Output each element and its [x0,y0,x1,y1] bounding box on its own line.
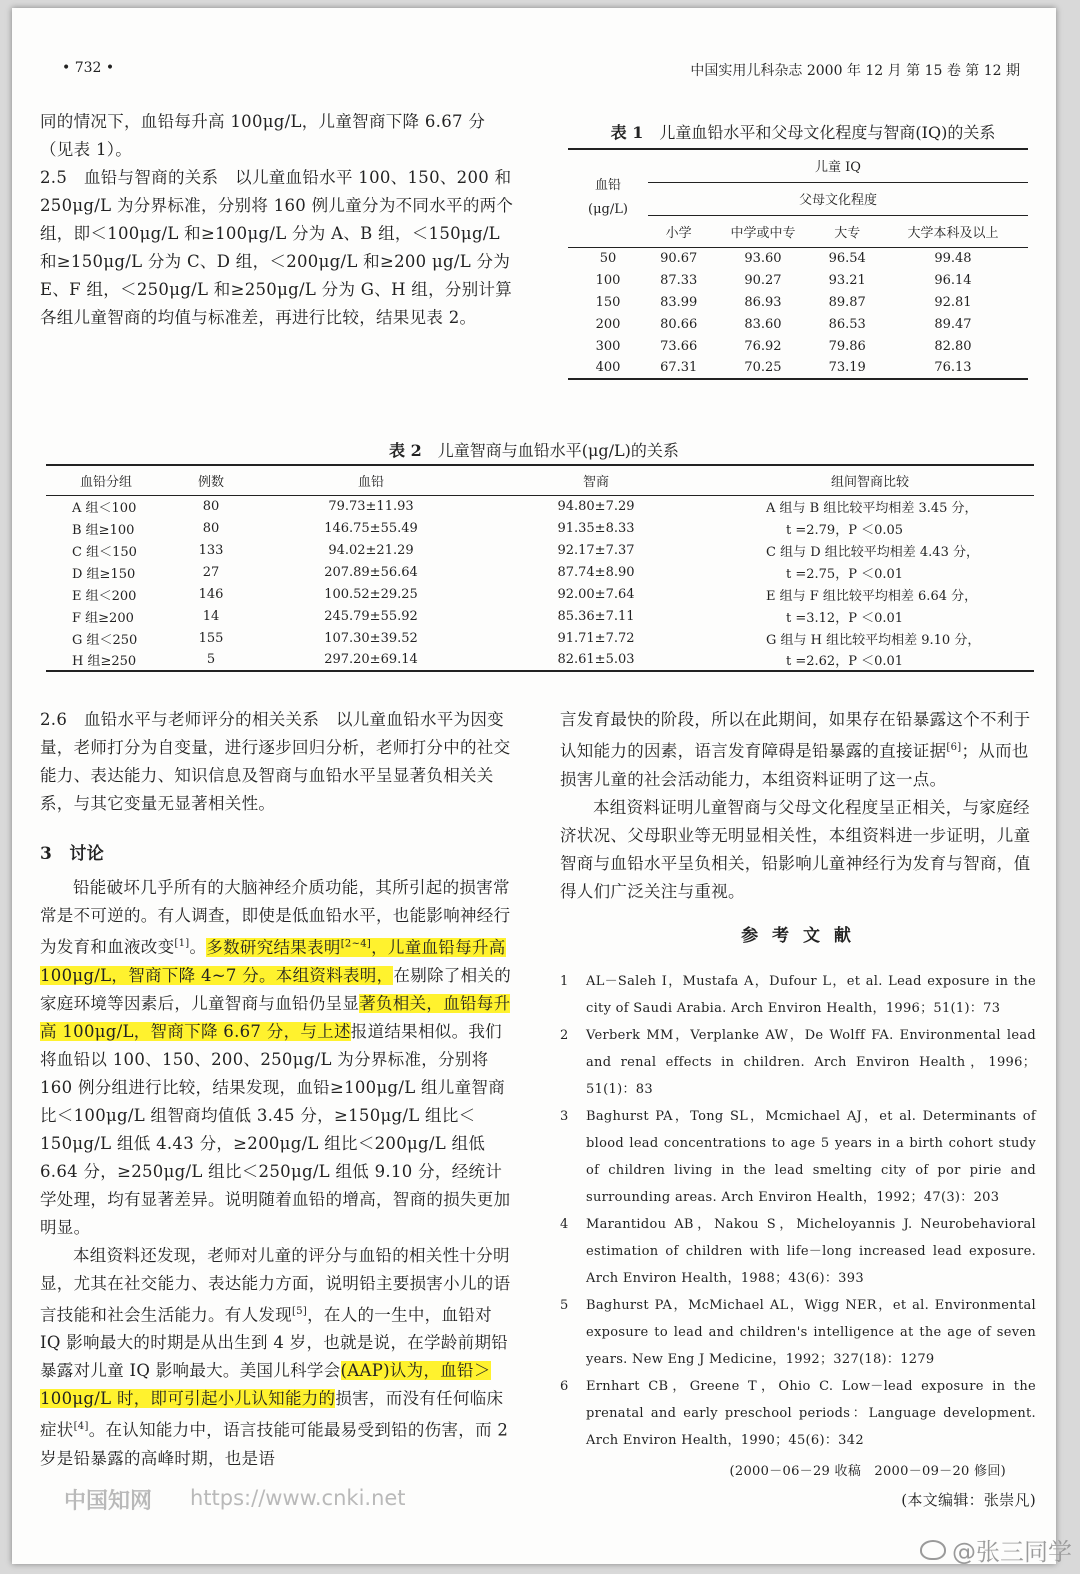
table1-cell: 87.33 [660,272,698,288]
table1-cell: 96.54 [828,250,866,266]
table2-comparison: E 组与 F 组比较平均相差 6.64 分， [766,588,978,604]
reference-text: Marantidou AB，Nakou S，Micheloyannis J. Neurobehavioral estimation of children with life－long increased lead exposure. Arch Environ Health，1988；43(6)：393 [586,1216,1036,1286]
table2-title: 儿童智商与血铅水平(μg/L)的关系 [437,441,679,460]
table2-cell: 87.74±8.90 [557,564,635,580]
table2-col-header: 血铅分组 [79,474,132,490]
table1-row [568,357,1028,379]
table2-cell: 27 [202,564,220,580]
journal-header: 中国实用儿科杂志 2000 年 12 月 第 15 卷 第 12 期 [690,63,1020,79]
table1-cell: 89.47 [934,316,972,332]
table1-cell: 150 [595,294,621,310]
reference-text: Verberk MM，Verplanke AW，De Wolff FA. Environmental lead and renal effects in children. Arch Environ Health，1996；51(1)：83 [586,1027,1036,1097]
table1-cell: 73.19 [828,360,866,375]
table2 [46,464,1034,672]
table1-col-header: 中学或中专 [730,225,796,241]
table1-col-header: 大专 [834,225,861,241]
editor-note: (本文编辑：张崇凡) [901,1490,1036,1509]
table2-row [46,561,1034,583]
section-2-5: 2.5 血铅与智商的关系 以儿童血铅水平 100、150、200 和 250μg/L 为分界标准，分别将 160 例儿童分为不同水平的两个组，即＜100μg/L 和≥100μg/L 分为 A、B 组，＜150μg/L 和≥150μg/L 分为 C、D 组，＜200μg/L 和≥200 μg/L 分为 E、F 组，＜250μg/L 和≥250μg/L 分为 G、H 组，分别计算各组儿童智商的均值与标准差，再进行比较，结果见表 2。 [40,168,514,327]
table1-cell: 73.66 [660,338,698,354]
reference-number: 2 [560,1027,569,1043]
table2-cell: 107.30±39.52 [324,630,418,646]
table1-row [568,313,1028,335]
reference-text: AL－Saleh I，Mustafa A，Dufour L，et al. Lead exposure in the city of Saudi Arabia. Arch Environ Health，1996；51(1)：73 [586,973,1036,1016]
table1-cell: 90.67 [660,250,698,266]
table1-cell: 76.92 [744,338,782,354]
table1-cell: 86.93 [744,294,782,310]
highlight: (AAP)认为，血铅＞100μg/L 时，即可引起小儿认知能力的 [40,1361,491,1408]
table1-cell: 93.21 [828,272,866,288]
table2-cell: 82.61±5.03 [557,652,635,667]
table1-cell: 70.25 [744,360,782,375]
table2-cell: 146.75±55.49 [324,520,418,536]
discussion-paragraph-3: 言发育最快的阶段，所以在此期间，如果存在铅暴露这个不利于认知能力的因素，语言发育障碍是铅暴露的直接证据[6]；从而也损害儿童的社会活动能力，本组资料证明了这一点。 [560,710,1031,789]
table1-cell: 90.27 [744,272,782,288]
table2-cell: 80 [202,498,220,514]
table2-comparison: t =2.62，P ＜0.01 [786,654,904,669]
reference-number: 4 [560,1216,569,1232]
table1-cell: 82.80 [934,338,972,354]
right-bottom-text [560,706,1036,1514]
table1-cell: 96.14 [934,272,972,288]
table2-row [46,627,1034,649]
table2-col-header: 智商 [582,474,609,490]
table2-caption [12,438,1056,461]
section-3-heading: 3 讨论 [40,844,105,864]
references-list [560,968,1036,1454]
table2-cell: B 组≥100 [72,522,135,538]
table2-cell: 79.73±11.93 [328,498,414,514]
table2-cell: 85.36±7.11 [557,608,635,624]
table1-row [568,335,1028,357]
table2-label: 表 2 [389,441,422,460]
highlight: 多数研究结果表明[2~4]，儿童血铅每升高 100μg/L，智商下降 4~7 分。本组资料表明， [40,937,506,985]
table2-cell: F 组≥200 [72,610,134,626]
table2-comparison: t =3.12，P ＜0.01 [786,610,904,626]
table1-col-header: 小学 [665,225,692,241]
left-top-text [40,108,516,332]
table2-col-header: 血铅 [357,474,384,490]
table1-group: 儿童 IQ [648,149,1028,182]
table2-cell: 146 [198,586,224,602]
table2-cell: 92.17±7.37 [557,542,635,558]
received-date: (2000－06－29 收稿 2000－09－20 修回) [729,1463,1006,1479]
table1-rowhead: 血铅 (μg/L) [588,178,628,218]
reference-item [560,1373,1036,1454]
table1-col-header: 大学本科及以上 [907,225,999,241]
table1-caption [568,120,1038,143]
section-2-6: 2.6 血铅水平与老师评分的相关关系 以儿童血铅水平为因变量，老师打分为自变量，进行逐步回归分析，老师打分中的社交能力、表达能力、知识信息及智商与血铅水平呈显著负相关关系，与其它变量无显著相关性。 [40,710,511,813]
table2-row [46,517,1034,539]
table2-cell: 5 [206,652,216,667]
table2-row [46,539,1034,561]
table2-cell: 100.52±29.25 [324,586,418,602]
table2-row [46,649,1034,671]
weibo-icon [920,1540,946,1560]
table1-cell: 100 [595,272,621,288]
table2-row [46,495,1034,517]
table2-cell: 94.02±21.29 [328,542,414,558]
cnki-logo: 中国知网 [64,1489,153,1514]
reference-number: 5 [560,1297,569,1313]
references-heading: 参 考 文 献 [741,925,855,946]
table2-row [46,583,1034,605]
table1 [568,148,1028,380]
table2-comparison: C 组与 D 组比较平均相差 4.43 分， [766,544,979,560]
table2-cell: E 组＜200 [72,588,137,604]
table2-comparison: A 组与 B 组比较平均相差 3.45 分， [766,500,978,516]
table1-cell: 93.60 [744,250,782,266]
table1-label: 表 1 [610,123,644,142]
table1-cell: 400 [595,360,621,375]
table1-cell: 83.99 [660,294,698,310]
table1-row [568,247,1028,269]
table2-comparison: t =2.79，P ＜0.05 [786,522,904,538]
cnki-url: https://www.cnki.net [190,1486,406,1510]
table2-cell: G 组＜250 [72,632,138,648]
table2-cell: 91.35±8.33 [557,520,635,536]
table2-comparison: G 组与 H 组比较平均相差 9.10 分， [766,632,981,648]
weibo-watermark: @张三同学 [920,1532,1072,1567]
reference-item [560,1022,1036,1103]
table1-cell: 80.66 [660,316,698,332]
reference-item [560,1103,1036,1211]
reference-text: Baghurst PA，McMichael AL，Wigg NER，et al. Environmental exposure to lead and children's intelligence at the age of seven years. New Eng J Medicine，1992；327(18)：1279 [586,1297,1036,1367]
table2-comparison: t =2.75，P ＜0.01 [786,566,904,582]
table1-cell: 50 [599,250,617,266]
table2-cell: 80 [202,520,220,536]
paragraph: 同的情况下，血铅每升高 100μg/L，儿童智商下降 6.67 分（见表 1）。 [40,112,486,159]
table1-cell: 67.31 [660,360,698,375]
reference-number: 3 [560,1108,569,1124]
table2-col-header: 例数 [197,474,224,490]
reference-item [560,1211,1036,1292]
table1-cell: 76.13 [934,360,972,375]
table2-cell: 92.00±7.64 [557,586,635,602]
reference-text: Ernhart CB，Greene T，Ohio C. Low－lead exposure in the prenatal and early preschool periods：Language development. Arch Environ Health，1990；45(6)：342 [586,1378,1036,1448]
table1-cell: 89.87 [828,294,866,310]
table2-row [46,605,1034,627]
table2-cell: 91.71±7.72 [557,630,635,646]
table2-cell: 207.89±56.64 [324,564,418,580]
highlight: 著负相关，血铅每升高 100μg/L，智商下降 6.67 分，与上述 [40,993,511,1041]
table1-cell: 83.60 [744,316,782,332]
reference-number: 1 [560,973,569,989]
page-number: • 732 • [62,60,115,76]
reference-text: Baghurst PA，Tong SL，Mcmichael AJ，et al. Determinants of blood lead concentrations to age 5 years in a birth cohort study of children living in the lead smelting city of por pirie and surrounding areas. Arch Environ Health，1992；47(3)：203 [586,1108,1036,1205]
table2-column-headers [46,465,1034,495]
table2-col-header: 组间智商比较 [830,474,909,490]
table2-cell: 94.80±7.29 [557,498,635,514]
table1-cell: 92.81 [934,294,972,310]
table2-cell: H 组≥250 [72,654,137,669]
reference-item [560,968,1036,1022]
table1-cell: 300 [595,338,621,354]
reference-item [560,1292,1036,1373]
table1-cell: 79.86 [828,338,866,354]
table2-cell: A 组＜100 [72,500,137,516]
discussion-paragraph-4: 本组资料证明儿童智商与父母文化程度呈正相关，与家庭经济状况、父母职业等无明显相关性，本组资料进一步证明，儿童智商与血铅水平呈负相关，铅影响儿童神经行为发育与智商，值得人们广泛关注与重视。 [560,797,1031,901]
journal-page [12,8,1056,1564]
table1-cell: 200 [595,316,621,332]
discussion-paragraph-2: 本组资料还发现，老师对儿童的评分与血铅的相关性十分明显，尤其在社交能力、表达能力方面，说明铅主要损害小儿的语言技能和社会生活能力。有人发现[5]，在人的一生中，血铅对 IQ 影响最大的时期是从出生到 4 岁，也就是说，在学龄前期铅暴露对儿童 IQ 影响最大。美国儿科学会(AAP)认为，血铅＞100μg/L 时，即可引起小儿认知能力的损害，而没有任何临床症状[4]。在认知能力中，语言技能可能最易受到铅的伤害，而 2 岁是铅暴露的高峰时期，也是语 [40,1245,511,1468]
table2-cell: C 组＜150 [72,544,137,560]
table1-cell: 86.53 [828,316,866,332]
table2-cell: 14 [202,608,220,624]
table1-row [568,291,1028,313]
table1-subgroup: 父母文化程度 [648,182,1028,215]
table1-title: 儿童血铅水平和父母文化程度与智商(IQ)的关系 [659,123,996,142]
discussion-paragraph-1: 铅能破坏几乎所有的大脑神经介质功能，其所引起的损害常常是不可逆的。有人调查，即使是低血铅水平，也能影响神经行为发育和血液改变[1]。多数研究结果表明[2~4]，儿童血铅每升高 100μg/L，智商下降 4~7 分。本组资料表明，在剔除了相关的家庭环境等因素后，儿童智商与血铅仍呈显著负相关，血铅每升高 100μg/L，智商下降 6.67 分，与上述报道结果相似。我们将血铅以 100、150、200、250μg/L 为分界标准，分别将 160 例分组进行比较，结果发现，血铅≥100μg/L 组儿童智商比＜100μg/L 组智商均值低 3.45 分，≥150μg/L 组比＜150μg/L 组低 4.43 分，≥200μg/L 组比＜200μg/L 组低 6.64 分，≥250μg/L 组比＜250μg/L 组低 9.10 分，经统计学处理，均有显著差异。说明随着血铅的增高，智商的损失更加明显。 [40,878,512,1237]
table1-row [568,269,1028,291]
table2-cell: 245.79±55.92 [324,608,418,624]
table2-cell: 133 [198,542,224,558]
table2-cell: D 组≥150 [72,566,136,582]
left-bottom-text [40,706,516,1473]
reference-number: 6 [560,1378,569,1394]
table2-cell: 297.20±69.14 [324,652,418,667]
table2-cell: 155 [198,630,224,646]
table1-cell: 99.48 [934,250,972,266]
